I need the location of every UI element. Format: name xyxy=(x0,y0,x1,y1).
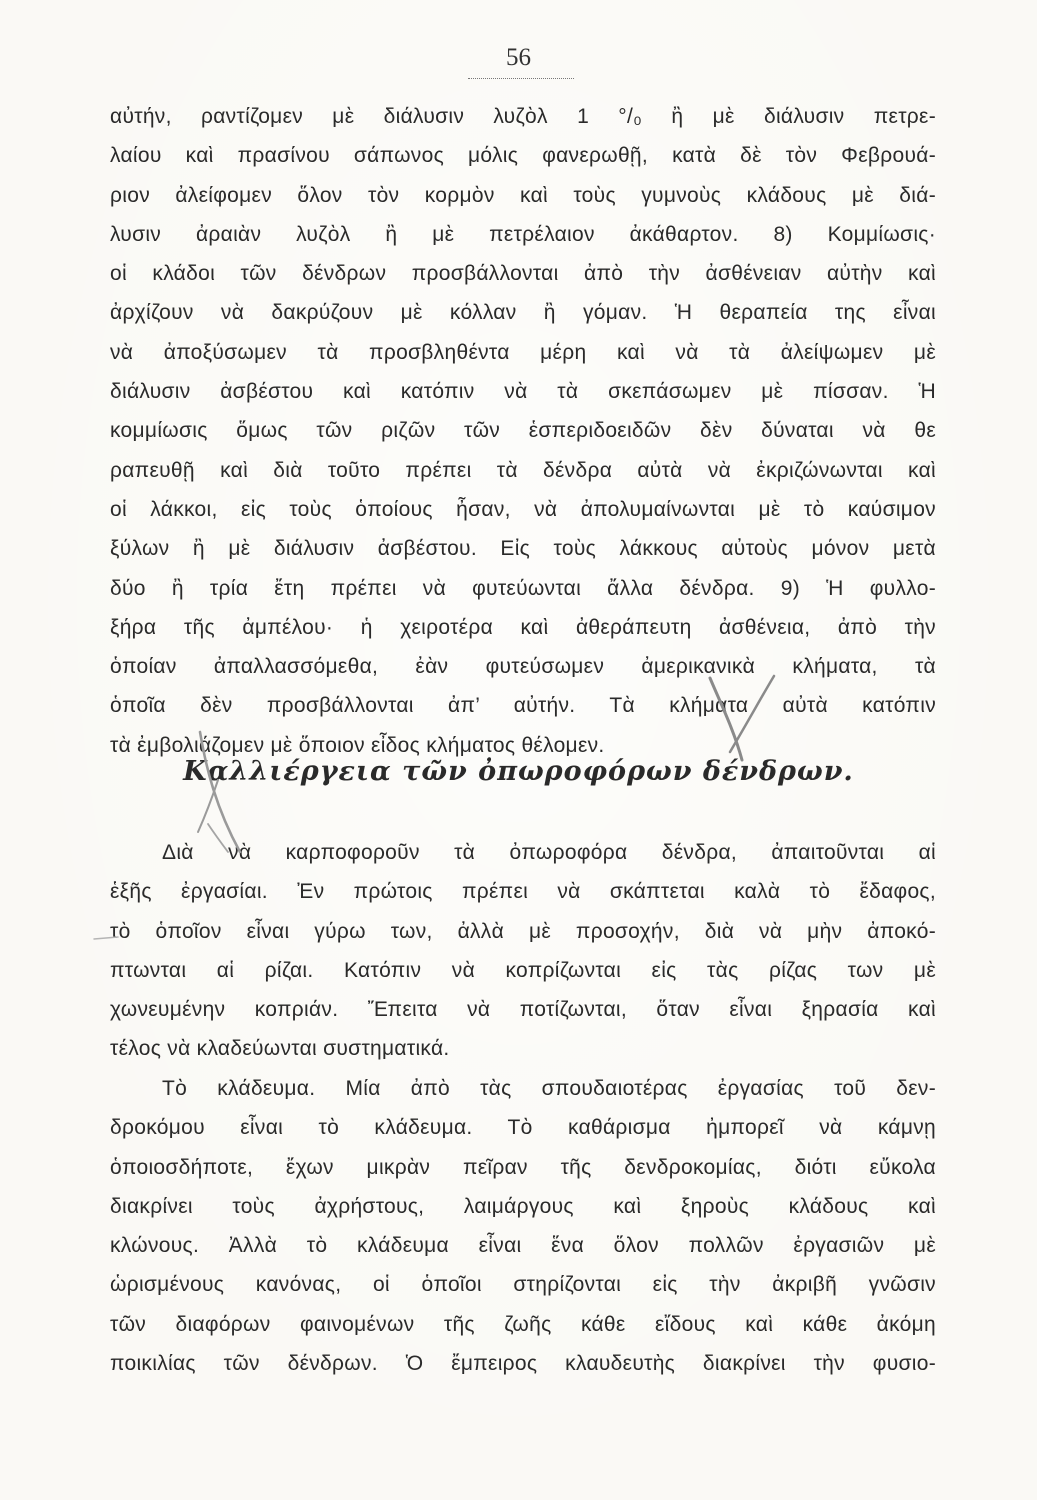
text-line: λαίου καὶ πρασίνου σάπωνος μόλις φανερωθῇ, κατὰ δὲ τὸν Φεβρουά- xyxy=(110,144,936,168)
text-line: τὸ ὁποῖον εἶναι γύρω των, ἀλλὰ μὲ προσοχήν, διὰ νὰ μὴν ἀποκό- xyxy=(110,919,936,943)
text-line: αὐτήν, ραντίζομεν μὲ διάλυσιν λυζὸλ 1 °/₀ ἢ μὲ διάλυσιν πετρε- xyxy=(110,105,936,128)
text-line: κλώνους. Ἀλλὰ τὸ κλάδευμα εἶναι ἕνα ὅλον πολλῶν ἐργασιῶν μὲ xyxy=(110,1234,936,1258)
text-line: ὡρισμένους κανόνας, οἱ ὁποῖοι στηρίζονται εἰς τὴν ἀκριβῆ γνῶσιν xyxy=(110,1273,936,1297)
text-line: Τὸ κλάδευμα. Μία ἀπὸ τὰς σπουδαιοτέρας ἐργασίας τοῦ δεν- xyxy=(162,1077,936,1100)
text-line: ριον ἀλείφομεν ὅλον τὸν κορμὸν καὶ τοὺς γυμνοὺς κλάδους μὲ διά- xyxy=(110,183,936,207)
text-line: δύο ἢ τρία ἔτη πρέπει νὰ φυτεύωνται ἄλλα δένδρα. 9) Ἡ φυλλο- xyxy=(110,576,936,600)
text-line: διακρίνει τοὺς ἀχρήστους, λαιμάργους καὶ ξηροὺς κλάδους καὶ xyxy=(110,1194,936,1218)
page-number-rule xyxy=(468,78,574,79)
text-line: νὰ ἀποξύσωμεν τὰ προσβληθέντα μέρη καὶ νὰ τὰ ἀλείψωμεν μὲ xyxy=(110,340,936,364)
text-line: οἱ κλάδοι τῶν δένδρων προσβάλλονται ἀπὸ τὴν ἀσθένειαν αὐτὴν καὶ xyxy=(110,262,936,286)
text-line: τέλος νὰ κλαδεύωνται συστηματικά. xyxy=(110,1037,450,1061)
text-line: ἀρχίζουν νὰ δακρύζουν μὲ κόλλαν ἢ γόμαν. Ἡ θεραπεία της εἶναι xyxy=(110,301,936,325)
text-line: διάλυσιν ἀσβέστου καὶ κατόπιν νὰ τὰ σκεπάσωμεν μὲ πίσσαν. Ἡ xyxy=(110,380,936,404)
page-number: 56 xyxy=(506,44,531,71)
paragraph-cultivation xyxy=(110,833,936,1069)
text-line: Διὰ νὰ καρποφοροῦν τὰ ὀπωροφόρα δένδρα, ἀπαιτοῦνται αἱ xyxy=(162,841,936,864)
text-line: ὁποῖα δὲν προσβάλλονται ἀπ’ αὐτήν. Τὰ κλήματα αὐτὰ κατόπιν xyxy=(110,694,936,718)
text-line: χωνευμένην κοπριάν. Ἔπειτα νὰ ποτίζωνται, ὅταν εἶναι ξηρασία καὶ xyxy=(110,998,936,1022)
text-line: ἑξῆς ἐργασίαι. Ἐν πρώτοις πρέπει νὰ σκάπτεται καλὰ τὸ ἔδαφος, xyxy=(110,880,936,904)
text-line: ξήρα τῆς ἀμπέλου· ἡ χειροτέρα καὶ ἀθεράπευτη ἀσθένεια, ἀπὸ τὴν xyxy=(110,615,936,639)
text-line: λυσιν ἀραιὰν λυζὸλ ἢ μὲ πετρέλαιον ἀκάθαρτον. 8) Κομμίωσις· xyxy=(110,222,936,246)
text-line: οἱ λάκκοι, εἰς τοὺς ὁποίους ἦσαν, νὰ ἀπολυμαίνωνται μὲ τὸ καύσιμον xyxy=(110,497,936,521)
text-line: τὰ ἐμβολιάζομεν μὲ ὅποιον εἶδος κλήματος θέλομεν. xyxy=(110,733,605,757)
text-line: κομμίωσις ὅμως τῶν ριζῶν τῶν ἑσπεριδοειδῶν δὲν δύναται νὰ θε xyxy=(110,419,936,443)
section-heading: Καλλιέργεια τῶν ὀπωροφόρων δένδρων. xyxy=(183,756,854,787)
paragraph-diseases xyxy=(110,97,936,765)
text-line: ξύλων ἢ μὲ διάλυσιν ἀσβέστου. Εἰς τοὺς λάκκους αὐτοὺς μόνον μετὰ xyxy=(110,537,936,561)
paragraph-pruning xyxy=(110,1069,936,1383)
text-line: δροκόμου εἶναι τὸ κλάδευμα. Τὸ καθάρισμα ἠμπορεῖ νὰ κάμνῃ xyxy=(110,1116,936,1140)
text-line: πτωνται αἱ ρίζαι. Κατόπιν νὰ κοπρίζωνται εἰς τὰς ρίζας των μὲ xyxy=(110,958,936,982)
text-line: ποικιλίας τῶν δένδρων. Ὁ ἔμπειρος κλαυδευτὴς διακρίνει τὴν φυσιο- xyxy=(110,1352,936,1376)
text-line: ραπευθῇ καὶ διὰ τοῦτο πρέπει τὰ δένδρα αὐτὰ νὰ ἐκριζώνωνται καὶ xyxy=(110,458,936,482)
text-line: ὁποιοσδήποτε, ἔχων μικρὰν πεῖραν τῆς δενδροκομίας, διότι εὔκολα xyxy=(110,1155,936,1179)
text-line: ὁποίαν ἀπαλλασσόμεθα, ἐὰν φυτεύσωμεν ἀμερικανικὰ κλήματα, τὰ xyxy=(110,655,936,679)
text-line: τῶν διαφόρων φαινομένων τῆς ζωῆς κάθε εἴδους καὶ κάθε ἀκόμη xyxy=(110,1312,936,1336)
